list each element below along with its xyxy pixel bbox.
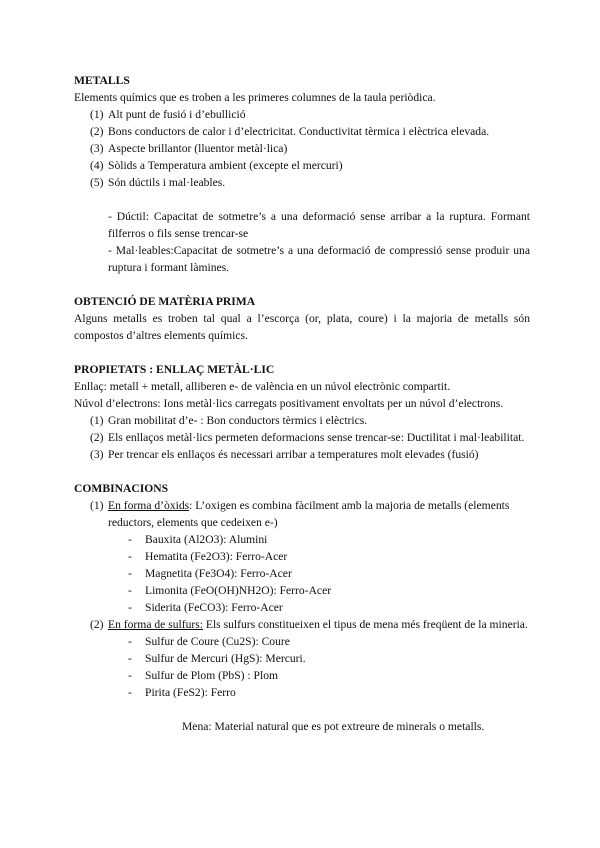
propietats-enllac: Enllaç: metall + metall, alliberen e- de valència en un núvol electrònic compartit. xyxy=(74,380,451,393)
list-item: - Limonita (FeO(OH)NH2O): Ferro-Acer xyxy=(128,584,332,597)
metalls-properties-list xyxy=(74,106,530,191)
section-title-combinacions: COMBINACIONS xyxy=(74,482,169,495)
list-item: (1) Gran mobilitat d’e- : Bon conductors tèrmics i elèctrics. xyxy=(90,414,368,427)
list-item: - Magnetita (Fe3O4): Ferro-Acer xyxy=(128,567,292,580)
list-item: (1) Alt punt de fusió i d’ebullició xyxy=(90,108,246,121)
combinacions-list-2 xyxy=(74,616,530,633)
list-item: (3) Aspecte brillantor (lluentor metàl·lica) xyxy=(90,142,288,155)
metalls-definitions xyxy=(74,208,530,276)
sulfurs-minerals-list xyxy=(74,633,530,701)
list-item-sulfurs: (2) En forma de sulfurs: Els sulfurs constitueixen el tipus de mena més freqüent de la mineria. xyxy=(90,618,528,631)
section-metalls xyxy=(74,72,530,276)
list-item-oxids: (1) En forma d’òxids: L’oxigen es combina fàcilment amb la majoria de metalls (elements reductors, elements que cedeixen e-) xyxy=(90,499,510,529)
propietats-nuvol: Núvol d’electrons: Ions metàl·lics carregats positivament envoltats per un núvol d’electrons. xyxy=(74,397,504,410)
definition-ductil: - Dúctil: Capacitat de sotmetre’s a una deformació sense arribar a la ruptura. Formant filferros o fils sense trencar-se xyxy=(108,210,530,240)
mena-definition: Mena: Material natural que es pot extreure de minerals o metalls. xyxy=(182,720,485,733)
list-item: (5) Són dúctils i mal·leables. xyxy=(90,176,226,189)
document-content xyxy=(74,72,530,735)
oxids-label: En forma d’òxids xyxy=(108,499,190,512)
list-item: (2) Els enllaços metàl·lics permeten deformacions sense trencar-se: Ductilitat i mal·leabilitat. xyxy=(90,431,525,444)
section-title-propietats: PROPIETATS : ENLLAÇ METÀL·LIC xyxy=(74,363,275,376)
obtencio-text: Alguns metalls es troben tal qual a l’escorça (or, plata, coure) i la majoria de metalls són compostos d’altres elements químics. xyxy=(74,312,530,342)
section-propietats xyxy=(74,361,530,463)
list-item: (2) Bons conductors de calor i d’electricitat. Conductivitat tèrmica i elèctrica elevada. xyxy=(90,125,490,138)
list-item: (4) Sòlids a Temperatura ambient (excepte el mercuri) xyxy=(90,159,343,172)
list-item: - Bauxita (Al2O3): Alumini xyxy=(128,533,268,546)
section-title-metalls: METALLS xyxy=(74,74,130,87)
list-item: - Pirita (FeS2): Ferro xyxy=(128,686,236,699)
list-item: (3) Per trencar els enllaços és necessari arribar a temperatures molt elevades (fusió) xyxy=(90,448,479,461)
section-obtencio xyxy=(74,293,530,344)
metalls-intro: Elements químics que es troben a les primeres columnes de la taula periòdica. xyxy=(74,91,436,104)
sulfurs-label: En forma de sulfurs: xyxy=(108,618,203,631)
list-item: - Sulfur de Coure (Cu2S): Coure xyxy=(128,635,290,648)
list-item: - Hematita (Fe2O3): Ferro-Acer xyxy=(128,550,288,563)
section-combinacions xyxy=(74,480,530,735)
section-title-obtencio: OBTENCIÓ DE MATÈRIA PRIMA xyxy=(74,295,256,308)
oxids-minerals-list xyxy=(74,531,530,616)
propietats-list xyxy=(74,412,530,463)
list-item: - Siderita (FeCO3): Ferro-Acer xyxy=(128,601,283,614)
combinacions-list xyxy=(74,497,530,531)
list-item: - Sulfur de Plom (PbS) : Plom xyxy=(128,669,279,682)
definition-malleables: - Mal·leables:Capacitat de sotmetre’s a una deformació de compressió sense produir una ruptura i formant làmines. xyxy=(108,244,530,274)
list-item: - Sulfur de Mercuri (HgS): Mercuri. xyxy=(128,652,306,665)
